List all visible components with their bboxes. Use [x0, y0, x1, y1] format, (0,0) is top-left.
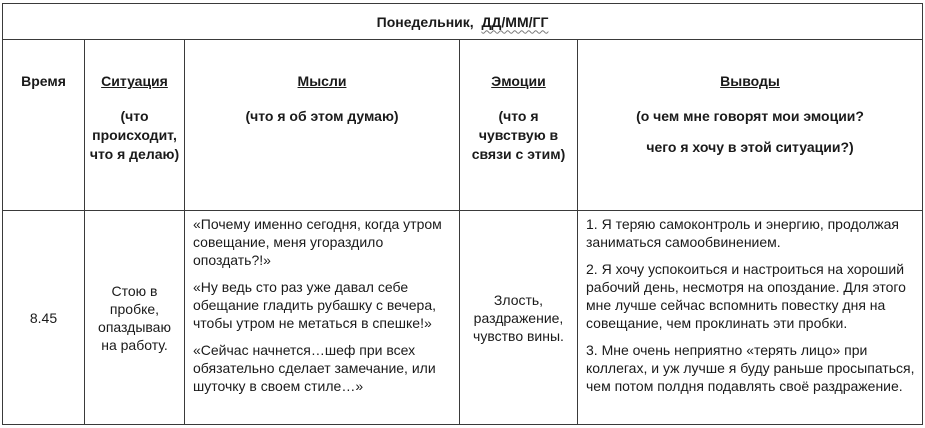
- conclusion-3: 3. Мне очень неприятно «терять лицо» при коллегах, и уж лучше я буду раньше просыпаться, чем потом полдня подавлять своё раздражение.: [586, 342, 915, 394]
- header-row: [3, 40, 923, 211]
- header-thoughts-subtitle: (что я об этом думаю): [245, 108, 399, 124]
- thought-1: «Почему именно сегодня, когда утром совещание, меня угораздило опоздать?!»: [193, 216, 442, 268]
- conclusion-2: 2. Я хочу успокоиться и настроиться на хороший рабочий день, несмотря на опоздание. Для этого мне лучше сейчас вспомнить повестку дня на совещание, чем проклинать эти пробки.: [586, 261, 906, 331]
- conclusion-1: 1. Я теряю самоконтроль и энергию, продолжая заниматься самообвинением.: [586, 216, 899, 250]
- cell-situation: Стою в пробке, опаздываю на работу.: [85, 211, 185, 425]
- header-time-label: Время: [21, 73, 66, 89]
- cell-thoughts: [185, 211, 460, 425]
- cell-emotions: Злость, раздражение, чувство вины.: [460, 211, 578, 425]
- header-emotions-title: Эмоции: [491, 73, 546, 89]
- header-conclusions-title: Выводы: [720, 73, 780, 89]
- header-situation-title: Ситуация: [101, 73, 168, 89]
- header-conclusions: [578, 40, 923, 211]
- header-emotions: [460, 40, 578, 211]
- cell-time: 8.45: [3, 211, 85, 425]
- header-conclusions-subtitle-2: чего я хочу в этой ситуации?): [646, 139, 854, 155]
- header-situation-subtitle: (что происходит, что я делаю): [89, 108, 180, 162]
- thought-3: «Сейчас начнется…шеф при всех обязательно сделает замечание, или шуточку в своем стиле…»: [193, 342, 436, 394]
- header-situation: [85, 40, 185, 211]
- title-day: Понедельник,: [376, 13, 474, 30]
- thought-diary-table: [2, 3, 923, 425]
- header-time: [3, 40, 85, 211]
- header-thoughts: [185, 40, 460, 211]
- table-row: [3, 211, 923, 425]
- header-conclusions-subtitle: (о чем мне говорят мои эмоции?: [636, 108, 864, 124]
- thought-2: «Ну ведь сто раз уже давал себе обещание гладить рубашку с вечера, чтобы утром не метаться в спешке!»: [193, 279, 437, 331]
- header-thoughts-title: Мысли: [297, 73, 347, 89]
- title-date-placeholder: ДД/ММ/ГГ: [481, 13, 549, 30]
- title-row: [3, 4, 923, 40]
- cell-conclusions: [578, 211, 923, 425]
- header-emotions-subtitle: (что я чувствую в связи с этим): [471, 108, 566, 162]
- table-title: [3, 4, 923, 40]
